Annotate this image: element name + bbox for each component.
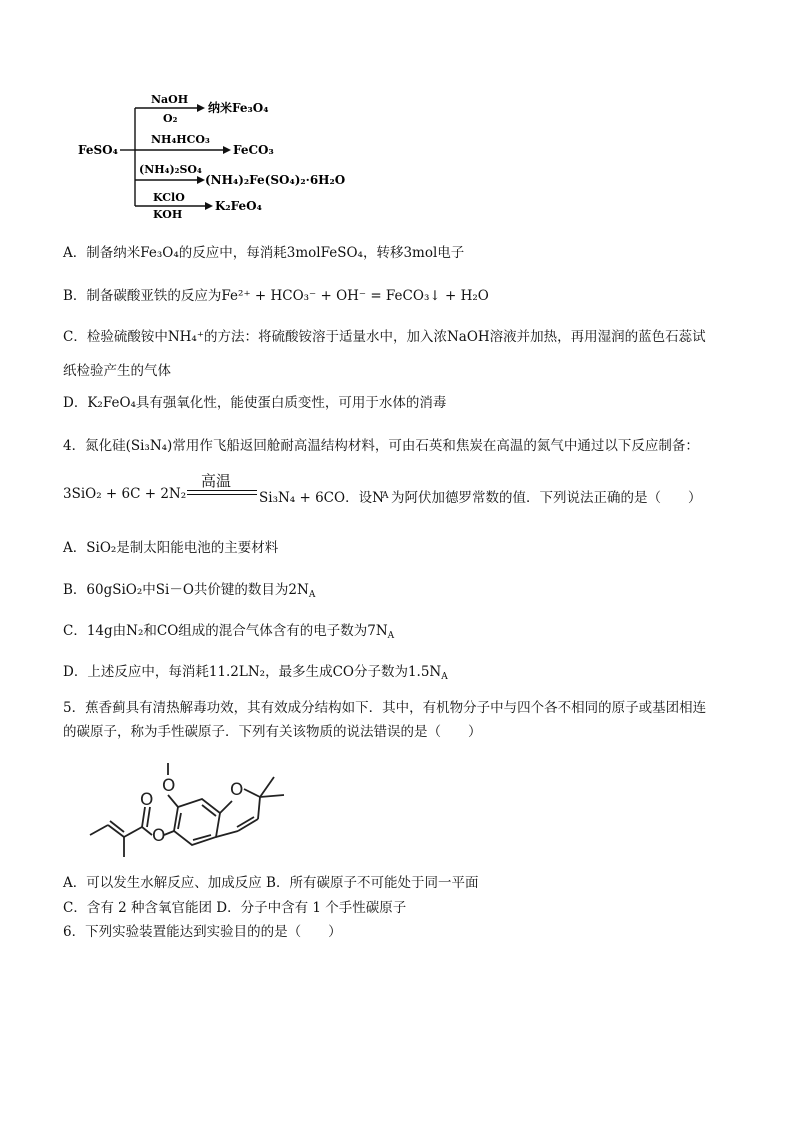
q3-option-c-line1: C．检验硫酸铵中NH₄⁺的方法：将硫酸铵溶于适量水中，加入浓NaOH溶液并加热，再用湿润的蓝色石蕊试 xyxy=(63,329,706,345)
q4-stem: 4．氮化硅(Si₃N₄)常用作飞船返回舱耐高温结构材料，可由石英和焦炭在高温的氮气中通过以下反应制备： xyxy=(63,438,699,454)
route4-reagent: KClO xyxy=(153,191,185,204)
q6-stem: 6．下列实验装置能达到实验目的的是（ ） xyxy=(63,924,342,940)
q4-option-c-sub: A xyxy=(387,631,395,641)
molecule-structure xyxy=(80,755,320,865)
equation-bar-top xyxy=(187,490,257,491)
equation-tail: 为阿伏加德罗常数的值．下列说法正确的是（ ） xyxy=(391,490,702,506)
route3-product: (NH₄)₂Fe(SO₄)₂·6H₂O xyxy=(205,173,346,187)
ester-oxygen: O xyxy=(152,826,166,846)
carbonyl-oxygen: O xyxy=(140,790,154,810)
q5-options-cd: C．含有 2 种含氧官能团 D．分子中含有 1 个手性碳原子 xyxy=(63,900,407,916)
route2-product: FeCO₃ xyxy=(233,143,274,157)
q4-option-b-sub: A xyxy=(308,590,316,600)
q3-option-a: A．制备纳米Fe₃O₄的反应中，每消耗3molFeSO₄，转移3mol电子 xyxy=(63,245,465,261)
route1-condition: O₂ xyxy=(163,112,178,125)
q5-stem-line1: 5．蕉香蓟具有清热解毒功效，其有效成分结构如下．其中，有机物分子中与四个各不相同的原子或基团相连 xyxy=(63,700,707,716)
q4-option-c xyxy=(63,621,394,646)
equation-bar-bottom xyxy=(187,494,257,495)
q4-option-a: A．SiO₂是制太阳能电池的主要材料 xyxy=(63,540,279,556)
scheme-reactant: FeSO₄ xyxy=(78,143,118,157)
ring-oxygen: O xyxy=(230,780,244,800)
route3-reagent: (NH₄)₂SO₄ xyxy=(139,163,202,176)
q3-option-d: D．K₂FeO₄具有强氧化性，能使蛋白质变性，可用于水体的消毒 xyxy=(63,395,447,411)
q4-option-b-text: B．60gSiO₂中Si－O共价键的数目为2N xyxy=(63,582,309,598)
q4-option-d xyxy=(63,662,448,687)
q4-option-c-text: C．14g由N₂和CO组成的混合气体含有的电子数为7N xyxy=(63,623,388,639)
route4-condition: KOH xyxy=(153,208,183,218)
route1-product: 纳米Fe₃O₄ xyxy=(208,101,269,115)
q4-option-d-text: D．上述反应中，每消耗11.2LN₂，最多生成CO分子数为1.5N xyxy=(63,664,442,680)
route4-product: K₂FeO₄ xyxy=(215,199,262,213)
reaction-scheme xyxy=(75,88,355,218)
equation-condition: 高温 xyxy=(201,472,232,490)
route1-reagent: NaOH xyxy=(151,93,189,106)
equation-left: 3SiO₂ + 6C + 2N₂ xyxy=(63,486,187,502)
equation-right: Si₃N₄ + 6CO．设N xyxy=(259,490,384,506)
q5-options-ab: A．可以发生水解反应、加成反应 B．所有碳原子不可能处于同一平面 xyxy=(63,875,479,891)
q4-equation xyxy=(63,470,723,510)
q4-option-d-sub: A xyxy=(441,672,448,682)
q3-option-c-line2: 纸检验产生的气体 xyxy=(63,363,171,379)
q5-stem-line2: 的碳原子，称为手性碳原子．下列有关该物质的说法错误的是（ ） xyxy=(63,724,482,740)
q3-option-b: B．制备碳酸亚铁的反应为Fe²⁺ + HCO₃⁻ + OH⁻ = FeCO₃↓ + H₂O xyxy=(63,288,489,304)
q4-option-b xyxy=(63,580,315,605)
methoxy-oxygen: O xyxy=(162,776,176,796)
route2-reagent: NH₄HCO₃ xyxy=(151,133,210,146)
equation-na-subscript: A xyxy=(382,491,389,501)
